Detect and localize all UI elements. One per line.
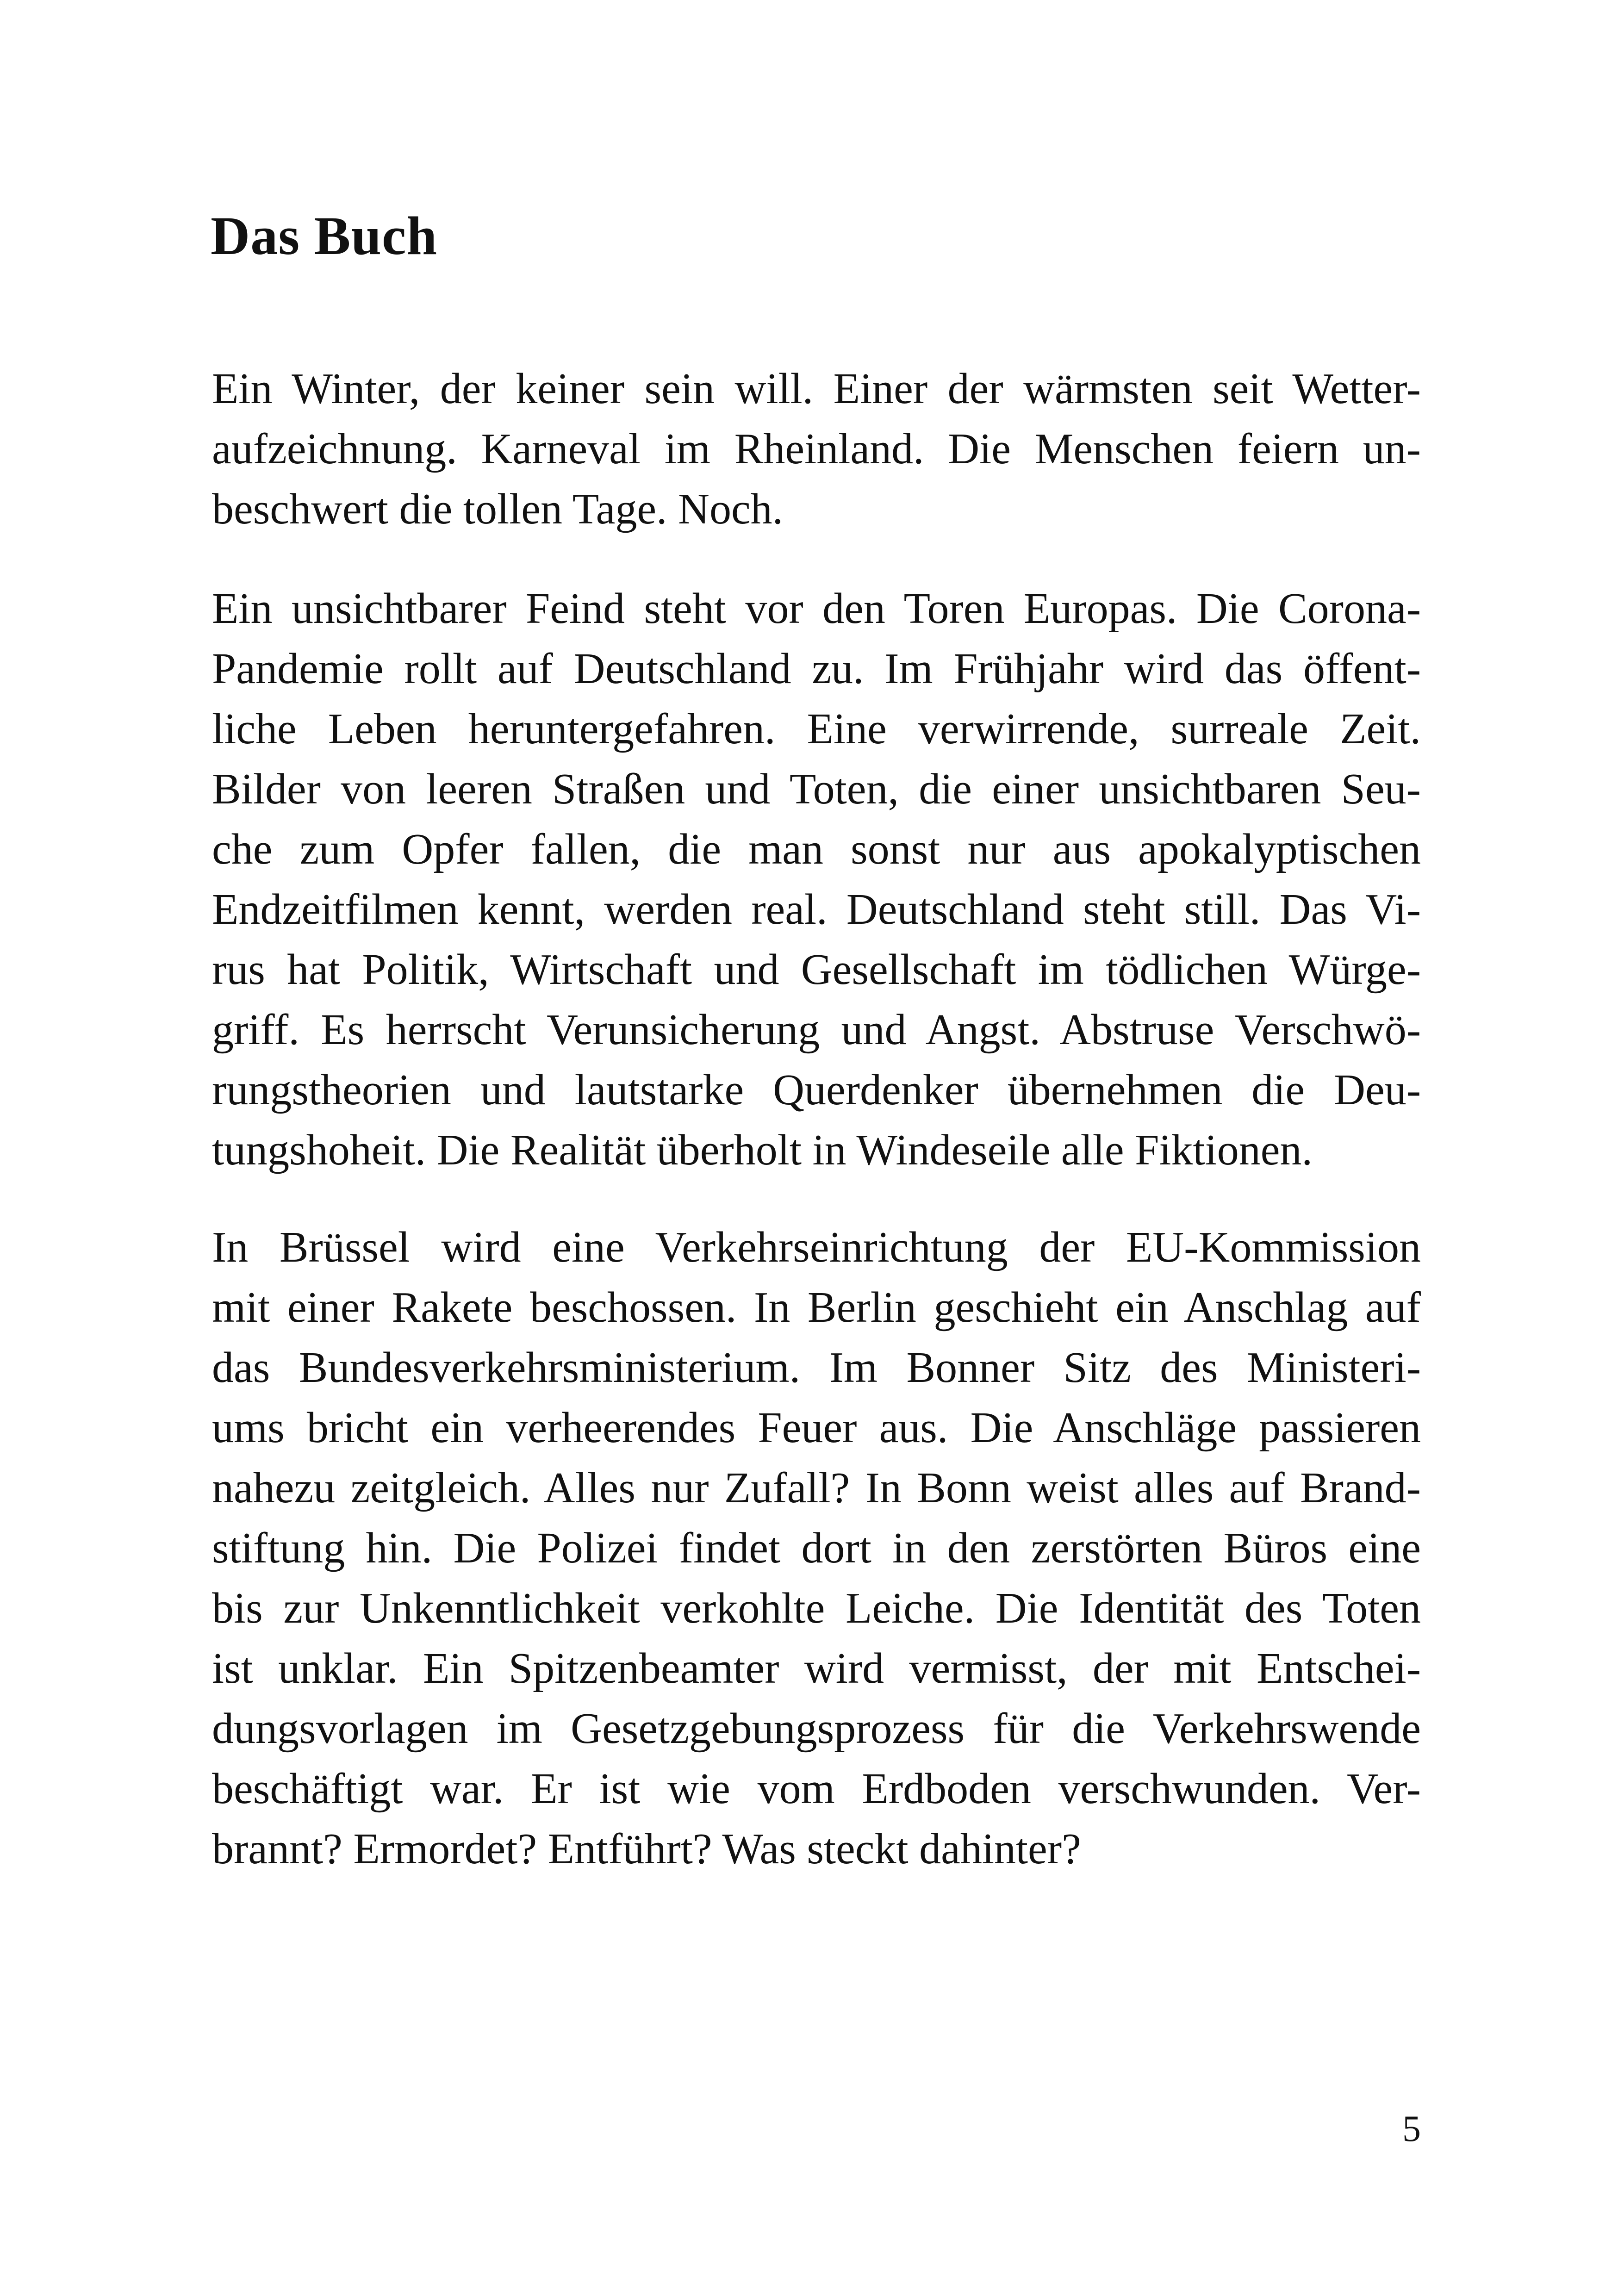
page-number: 5 [1402, 2109, 1421, 2149]
text-line: Endzeitfilmen kennt, werden real. Deutschland steht still. Das Vi- [212, 885, 1421, 933]
text-line: beschäftigt war. Er ist wie vom Erdboden verschwunden. Ver- [212, 1765, 1421, 1813]
text-line: rungstheorien und lautstarke Querdenker übernehmen die Deu- [212, 1066, 1421, 1114]
section-heading: Das Buch [211, 205, 437, 266]
text-line: tungshoheit. Die Realität überholt in Windeseile alle Fiktionen. [212, 1126, 1313, 1174]
paragraph-3 [212, 1217, 1421, 1879]
text-line: stiftung hin. Die Polizei findet dort in den zerstörten Büros eine [212, 1524, 1421, 1572]
text-line: dungsvorlagen im Gesetzgebungsprozess für die Verkehrswende [212, 1705, 1421, 1753]
text-line: Ein unsichtbarer Feind steht vor den Toren Europas. Die Corona- [212, 585, 1421, 633]
text-line: nahezu zeitgleich. Alles nur Zufall? In Bonn weist alles auf Brand- [212, 1464, 1421, 1512]
paragraph-2 [212, 579, 1421, 1180]
text-line: che zum Opfer fallen, die man sonst nur aus apokalyptischen [212, 825, 1421, 873]
text-line: Bilder von leeren Straßen und Toten, die einer unsichtbaren Seu- [212, 765, 1421, 813]
text-line: In Brüssel wird eine Verkehrseinrichtung der EU-Kommission [212, 1223, 1421, 1271]
text-line: das Bundesverkehrsministerium. Im Bonner Sitz des Ministeri- [212, 1344, 1421, 1392]
paragraph-1 [212, 359, 1421, 539]
text-line: Pandemie rollt auf Deutschland zu. Im Frühjahr wird das öffent- [212, 645, 1421, 693]
text-line: aufzeichnung. Karneval im Rheinland. Die Menschen feiern un- [212, 425, 1421, 473]
text-line: ist unklar. Ein Spitzenbeamter wird vermisst, der mit Entschei- [212, 1644, 1421, 1692]
text-line: Ein Winter, der keiner sein will. Einer der wärmsten seit Wetter- [212, 365, 1421, 413]
text-line: rus hat Politik, Wirtschaft und Gesellschaft im tödlichen Würge- [212, 946, 1421, 994]
text-line: beschwert die tollen Tage. Noch. [212, 485, 784, 533]
text-line: griff. Es herrscht Verunsicherung und Angst. Abstruse Verschwö- [212, 1006, 1421, 1054]
text-line: mit einer Rakete beschossen. In Berlin geschieht ein Anschlag auf [212, 1283, 1421, 1332]
text-line: ums bricht ein verheerendes Feuer aus. Die Anschläge passieren [212, 1404, 1421, 1452]
text-line: bis zur Unkenntlichkeit verkohlte Leiche. Die Identität des Toten [212, 1584, 1421, 1632]
text-line: liche Leben heruntergefahren. Eine verwirrende, surreale Zeit. [212, 705, 1421, 753]
text-line: brannt? Ermordet? Entführt? Was steckt dahinter? [212, 1825, 1081, 1873]
